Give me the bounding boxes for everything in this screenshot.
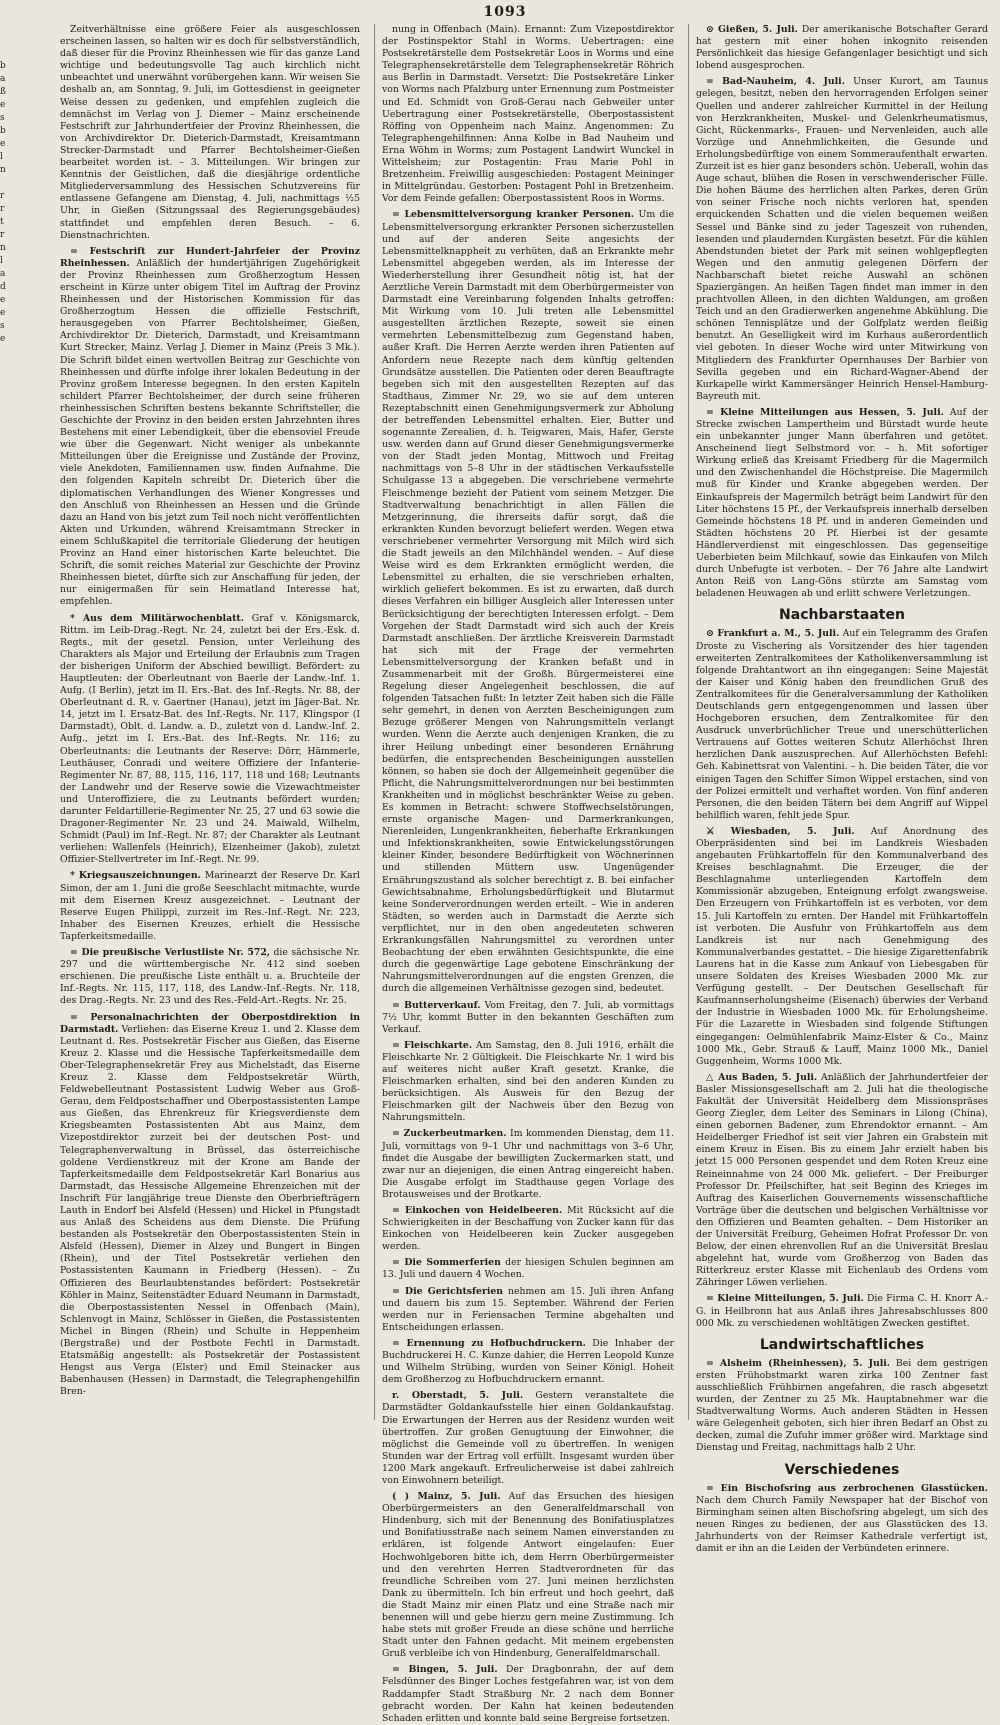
article-body: Anläßlich der hundertjährigen Zugehörigkeit der Provinz Rheinhessen zum Großherzogtum Hessen erscheint in Kürze unter obigem Titel im Auftrag der Provinz Rheinhessen und der Historischen Kommission für das Großherzogtum Hessen die offizielle Festschrift, herausgegeben von Pfarrer Bechtolsheimer, Gießen, Archivdirektor Dr. Dieterich, Darmstadt, und Kreisamtmann Kurt Strecker, Mainz. Verlag J. Diemer in Mainz (Preis 3 Mk.). Die Schrift bildet einen wertvollen Beitrag zur Geschichte von Rheinhessen und dürfte infolge ihrer lokalen Bedeutung in der Provinz großem Interesse begegnen. In den ersten Kapiteln schildert Pfarrer Bechtolsheimer, der durch seine früheren rheinhessischen Schriften bestens bekannte Schriftsteller, die Geschichte der Provinz in den beiden ersten Jahrzehnten ihres Bestehens mit einer Lebendigkeit, über die ebensoviel Freude wie über die Gegenwart. Nicht weniger als unbekannte Mitteilungen über die Ereignisse und Zustände der Provinz, viele Anekdoten, Familiennamen usw. finden Aufnahme. Die den folgenden Kapiteln schreibt Dr. Dieterich über die diplomatischen Verhandlungen des Wiener Kongresses und den Anschluß von Rheinhessen an Hessen und die Gründe dazu an Hand von bis jetzt zum Teil noch nicht veröffentlichten Akten und Urkunden, während Kreisamtmann Strecker in einem Schlußkapitel die territoriale Gliederung der heutigen Provinz an Hand einer historischen Karte beleuchtet. Die Schrift, die somit reiches Material zur Geschichte der Provinz Rheinhessen bietet, dürfte sich zur Anschaffung für jeden, der nur einigermaßen für sein Heimatland Interesse hat, empfehlen. (60, 257, 360, 608)
column-1 (60, 24, 360, 1420)
section-heading: Verschiedenes (784, 1461, 900, 1478)
article-body: Der amerikanische Botschafter Gerard hat gestern mit einer hohen inkognito reisenden Persönlichkeit das hiesige Gefangenlager besichtigt und sich lobend ausgesprochen. (696, 24, 988, 72)
newspaper-page (60, 24, 990, 1724)
article (696, 76, 988, 403)
article-headline: = Bad-Nauheim, 4. Juli. (706, 76, 845, 88)
margin-fragment: l (0, 256, 3, 266)
margin-fragment: n (0, 243, 6, 253)
article (60, 1012, 360, 1399)
margin-fragment: e (0, 295, 6, 305)
article (60, 613, 360, 867)
article-headline: ( ) Mainz, 5. Juli. (392, 1491, 501, 1503)
article (696, 826, 988, 1068)
article (696, 1293, 988, 1329)
margin-fragment: e (0, 308, 6, 318)
article-headline: = Butterverkauf. (392, 999, 481, 1011)
article-headline: ⊙ Gießen, 5. Juli. (706, 24, 798, 35)
article-headline: = Bingen, 5. Juli. (392, 1664, 498, 1676)
article-body: Im kommenden Dienstag, dem 11. Juli, vormittags von 9–1 Uhr und nachmittags von 3–6 Uhr, findet die Ausgabe der bewilligten Zuckermarken statt, und zwar nur an diejenigen, die einen Antrag eingereicht haben. Die Ausgabe erfolgt im Stadthause gegen Vorlage des Brotausweises und der Brotkarte. (382, 1128, 674, 1200)
article (382, 1128, 674, 1201)
article-headline: = Alsheim (Rheinhessen), 5. Juli. (706, 1357, 891, 1369)
article-body: Anläßlich der Jahrhundertfeier der Basler Missionsgesellschaft am 2. Juli hat die theologische Fakultät der Universität Heidelberg dem Missionspräses Georg Ziegler, dem Leiter des Seminars in Lilong (China), einen gebornen Badener, zum Ehrendoktor ernannt. – Am Heidelberger Friedhof ist seit vier Jahren ein Grabstein mit einem Kreuz in Eisen. Bis zu einem Jahr erzielt haben bis jetzt 15 000 Personen gespendet und dem Roten Kreuz eine Reineinnahme von 24 000 Mk. geliefert. – Der Freiburger Professor Dr. Pfeilschifter, hat seit Beginn des Krieges im Auftrag des Kaiserlichen Gouvernements wissenschaftliche Vorträge über die deutschen und belgischen Verhältnisse vor den Offizieren und Beamten gehalten. – Dem Historiker an der Universität Freiburg, Geheimen Hofrat Professor Dr. von Below, der einen ehrenvollen Ruf an die Universität Breslau abgelehnt hat, wurde vom Großherzog von Baden das Ritterkreuz erster Klasse mit Eichenlaub des Ordens vom Zähringer Löwen verliehen. (696, 1071, 988, 1289)
column-2 (374, 24, 675, 1724)
article (696, 1358, 988, 1455)
margin-fragment (0, 177, 18, 190)
article (60, 947, 360, 1007)
article-body: Auf das Ersuchen des hiesigen Oberbürgermeisters an den Generalfeldmarschall von Hindenburg, sich mit der Benennung des Bonifatiusplatzes und Bonifatiusstraße nach seinem Namen einverstanden zu erklären, ist folgende Antwort eingelaufen: Euer Hochwohlgeboren bitte ich, dem Herrn Oberbürgermeister und den verehrten Herren Stadtverordneten für das freundliche Schreiben vom 27. Juni meinen herzlichsten Dank zu übermitteln. Ich bin erfreut und hoch geehrt, daß die Stadt Mainz mir einen Platz und eine Straße nach mir benennen will und gebe hierzu gern meine Zustimmung. Ich habe stets mit großer Freude an diese schöne und herrliche Stadt unter den Fahnen gedacht. Mit meinem ergebensten Gruß verbleibe ich von Hindenburg, Generalfeldmarschall. (382, 1491, 674, 1660)
article (382, 1491, 674, 1660)
article-headline: = Personalnachrichten der Oberpostdirektion in Darmstadt. (60, 1011, 360, 1035)
article-body: Marinearzt der Reserve Dr. Karl Simon, der am 1. Juni die große Seeschlacht mitmachte, wurde mit dem Eisernen Kreuz ausgezeichnet. – Leutnant der Reserve Eugen Philippi, zurzeit im Res.-Inf.-Regt. Nr. 223, Inhaber des Eisernen Kreuzes, erhielt die Hessische Tapferkeitsmedaille. (60, 870, 360, 942)
article-headline: * Aus dem Militärwochenblatt. (70, 612, 244, 624)
article-body: Die Inhaber der Buchdruckerei H. C. Kunze dahier, die Herren Leopold Kunze und Wilhelm Strübing, wurden von Seiner Königl. Hoheit dem Großherzog zu Hofbuchdruckern ernannt. (382, 1337, 675, 1386)
article-body: Am Samstag, den 8. Juli 1916, erhält die Fleischkarte Nr. 2 Gültigkeit. Die Fleischkarte Nr. 1 wird bis auf weiteres nicht außer Kraft gesetzt. Kranke, die Fleischmarken erhalten, sind bei den anderen Kunden zu berücksichtigen. Als Ausweis für den Bezug der Fleischmarken gilt der Nachweis über den Bezug von Nahrungsmitteln. (382, 1039, 674, 1124)
article-headline: = Ernennung zu Hofbuchdruckern. (392, 1337, 586, 1349)
article-headline: = Einkochen von Heidelbeeren. (392, 1205, 563, 1216)
margin-fragment: s (0, 321, 5, 331)
article-headline: = Kleine Mitteilungen aus Hessen, 5. Juli. (706, 406, 944, 418)
article-headline: = Die preußische Verlustliste Nr. 572, (70, 947, 271, 959)
article-headline: = Ein Bischofsring aus zerbrochenen Glasstücken. (706, 1482, 988, 1494)
article-headline: = Fleischkarte. (392, 1039, 473, 1051)
article-body: Graf v. Königsmarck, Rittm. im Leib-Drag.-Regt. Nr. 24, zuletzt bei der Ers.-Esk. d. Regts., mit der gesetzl. Pension, unter Verleihung des Charakters als Major und Erteilung der Erlaubnis zum Tragen der bisherigen Uniform der Abschied bewilligt. Befördert: zu Hauptleuten: der Oberleutnant von Baerle der Landw.-Inf. 1. Aufg. (I Berlin), jetzt im II. Ers.-Bat. des Inf.-Regts. Nr. 88, der Oberleutnant d. R. v. Gaertner (Hanau), jetzt im Jäger-Bat. Nr. 14, jetzt im I. Ersatz-Bat. des Inf.-Regts. Nr. 117, Klingspor (I Darmstadt), Oblt. d. Landw. a. D., zuletzt von d. Landw.-Inf. 2. Aufg., jetzt im I. Ers.-Bat. des Inf.-Regts. Nr. 116; zu Oberleutnants: die Leutnants der Reserve: Dörr, Hämmerle, Leuthäuser, Conradi und weitere Offiziere der Infanterie-Regimenter Nr. 87, 88, 115, 116, 117, 118 und 168; Leutnants der Landwehr und der Reserve sowie die Vizewachtmeister und Unteroffiziere, die zu Leutnants befördert wurden; darunter Feldartillerie-Regimenter Nr. 25, 27 und 63 sowie die Dragoner-Regimenter Nr. 23 und 24. Maiwald, Wilhelm, Schmidt (Paul) im Inf.-Regt. Nr. 87; der Charakter als Leutnant verliehen: Wallenfels (Heinrich), Elzenheimer (Jakob), zuletzt Offizier-Stellvertreter im Inf.-Regt. Nr. 99. (60, 612, 360, 866)
article (382, 1257, 674, 1281)
margin-fragment: l (0, 152, 3, 162)
margin-fragment: ß (0, 87, 7, 97)
article (382, 24, 674, 205)
article-body: Gestern veranstaltete die Darmstädter Goldankaufsstelle hier einen Goldankaufstag. Die Erwartungen der Herren aus der Residenz wurden weit übertroffen. Zur großen Genugtuung der Einwohner, die möglichst die Gemeinde voll zu übertreffen. In wenigen Stunden war der Ertrag voll erfüllt. Insgesamt wurden über 1200 Mark angekauft. Erfreulicherweise ist dabei zahlreich von Einwohnern beteiligt. (382, 1390, 674, 1486)
margin-fragment: d (0, 282, 6, 292)
margin-fragment: s (0, 113, 5, 123)
margin-fragment: r (0, 191, 5, 201)
article-body: Bei dem gestrigen ersten Frühobstmarkt waren zirka 100 Zentner fast ausschließlich Frühbirnen angefahren, die rasch abgesetzt wurden, der Zentner zu 25 Mk. Hauptabnehmer war die Stadtverwaltung Worms. Auch anderen Städten in Hessen wäre Gelegenheit geboten, sich hier ihren Bedarf an Obst zu decken, zumal die Zufuhr immer größer wird. Marktage sind Dienstag und Freitag, nachmittags halb 2 Uhr. (696, 1357, 988, 1454)
article (696, 628, 988, 822)
article (60, 870, 360, 943)
margin-fragment: t (0, 217, 4, 227)
article-headline: = Lebensmittelversorgung kranker Personen. (392, 209, 635, 221)
margin-fragment: b (0, 61, 6, 71)
margin-fragment: r (0, 204, 5, 214)
article-body: Auf der Strecke zwischen Lampertheim und Bürstadt wurde heute ein unbekannter junger Mann überfahren und getötet. Anscheinend liegt Selbstmord vor. – h. Mit sofortiger Wirkung erließ das Kreisamt Friedberg für die Magermilch und den Zwischenhandel die Höchstpreise. Die Magermilch muß für Kinder und Kranke abgegeben werden. Der Einkaufspreis der Magermilch beträgt beim Landwirt für den Liter höchstens 15 Pf., der Verkaufspreis innerhalb derselben Gemeinde höchstens 18 Pf. und in anderen Gemeinden und Städten höchstens 20 Pf. Hierbei ist der gesamte Händlerverdienst mit eingeschlossen. Das gegenseitige Ueberbieten beim Milchkauf, sowie das Einkaufen von Milch durch Unbefugte ist verboten. – Der 76 Jahre alte Landwirt Anton Reiß von Lang-Göns stürzte am Samstag vom beladenen Heuwagen ab und erlitt schwere Verletzungen. (696, 406, 988, 600)
article-body: nung in Offenbach (Main). Ernannt: Zum Vizepostdirektor der Postinspektor Stahl in Worms. Uebertragen: eine Postsekretärstelle dem Postsekretär Loos in Worms und eine Telegraphensekretärstelle dem Telegraphensekretär Röhrich aus Berlin in Darmstadt. Versetzt: Die Postsekretäre Linker von Worms nach Pfalzburg unter Ernennung zum Postmeister und Ed. Schmidt von Groß-Gerau nach Gebweiler unter Uebertragung einer Postsekretärstelle, Oberpostassistent Röffing von Oppenheim nach Mainz. Angenommen: Zu Telegraphengehilfinnen: Anna Kolbe in Bad Nauheim und Erna Wöhm in Worms; zum Postagent Landwirt Wunckel in Wittelsheim; zur Postagentin: Frau Marie Pohl in Bretzenheim. Freiwillig ausgeschieden: Postagent Meininger in Mittelgründau. Gestorben: Postagent Pohl in Bretzenheim. Vor dem Feinde gefallen: Oberpostassistent Roos in Worms. (382, 24, 674, 205)
article-headline: = Kleine Mitteilungen, 5. Juli. (706, 1293, 864, 1305)
article (696, 407, 988, 601)
article (382, 1040, 674, 1125)
article-headline: = Festschrift zur Hundert-Jahrfeier der Provinz Rheinhessen. (60, 245, 360, 269)
article-body: Zeitverhältnisse eine größere Feier als ausgeschlossen erscheinen lassen, so halten wir es doch für selbstverständlich, daß dieser für die Provinz Rheinhessen wie für das ganze Land wichtige und bedeutungsvolle Tag auch kirchlich nicht unbeachtet und unerwähnt vorübergehen kann. Wir weisen Sie deshalb an, am Sonntag, 9. Juli, im Gottesdienst in geeigneter Weise dessen zu gedenken, und empfehlen zugleich die demnächst im Verlag von J. Diemer – Mainz erscheinende Festschrift zur Jahrhundertfeier der Provinz Rheinhessen, die von Archivdirektor Dr. Dieterich-Darmstadt, Kreisamtmann Strecker-Darmstadt und Pfarrer Bechtolsheimer-Gießen bearbeitet worden ist. – 3. Mitteilungen. Wir bringen zur Kenntnis der Geistlichen, daß die diesjährige ordentliche Mitgliederversammlung des Hessischen Schutzvereins für entlassene Gefangene am Dienstag, 4. Juli, nachmittags ½5 Uhr, in Gießen (Sitzungssaal des Regierungsgebäudes) stattfindet und empfehlen deren Besuch. – 6. Dienstnachrichten. (60, 24, 360, 241)
article (382, 1000, 674, 1036)
article (382, 1286, 674, 1334)
article (696, 1072, 988, 1290)
article-headline: r. Oberstadt, 5. Juli. (392, 1390, 524, 1402)
article (382, 1205, 674, 1253)
article-headline: ⚔ Wiesbaden, 5. Juli. (706, 825, 855, 837)
margin-fragment: e (0, 334, 6, 344)
article (696, 1483, 988, 1556)
article-body: Die Firma C. H. Knorr A.-G. in Heilbronn hat aus Anlaß ihres Jahresabschlusses 800 000 Mk. zu verschiedenen wohltätigen Zwecken gestiftet. (696, 1293, 988, 1329)
section-heading: Landwirtschaftliches (759, 1336, 925, 1353)
article-body: Mit Rücksicht auf die Schwierigkeiten in der Beschaffung von Zucker kann für das Einkochen von Heidelbeeren kein Zucker ausgegeben werden. (382, 1205, 674, 1253)
article (60, 24, 360, 242)
page-number: 1093 (483, 4, 527, 20)
article (696, 24, 988, 72)
article-body: Verliehen: das Eiserne Kreuz 1. und 2. Klasse dem Leutnant d. Res. Postsekretär Fischer aus Gießen, das Eiserne Kreuz 2. Klasse und die Hessische Tapferkeitsmedaille dem Ober-Telegraphensekretär Frey aus Michelstadt, das Eiserne Kreuz 2. Klasse dem Feldpostsekretär Würth, Feldwebelleutnant Postassistent Ludwig Weber aus Groß-Gerau, dem Feldpostschaffner und Oberpostassistenten Lampe aus Gießen, das Ehrenkreuz für Kriegsverdienste dem Kriegsbeamten Postassistenten Abt aus Mainz, dem Vizepostdirektor zurzeit bei der deutschen Post- und Telegraphenverwaltung in Brüssel, das österreichische goldene Verdienstkreuz mit der Krone am Bande der Tapferkeitsmedaille dem Feldpostsekretär Karl Bonarius aus Darmstadt, das Hessische Allgemeine Ehrenzeichen mit der Inschrift Für langjährige treue Dienste den Oberbriefträgern Lauth in Endorf bei Alsfeld (Hessen) und Hickel in Pfungstadt aus Anlaß des Scheidens aus dem Dienste. Die Prüfung bestanden als Postsekretär den Oberpostassistenten Stein in Alsfeld (Hessen), Diemer in Alzey und Bungert in Bingen (Rhein), und der Titel Postsekretär verliehen den Postassistenten Kaumann in Friedberg (Hessen). – Zu Offizieren des Beurlaubtenstandes befördert: Postsekretär Köhler in Mainz, Seitenstädter Eduard Neumann in Darmstadt, die Oberpostassistenten Nessel in Offenbach (Main), Schlenvogt in Mainz, Schlösser in Gießen, die Postassistenten Michel in Bingen (Rhein) und Schulte in Heppenheim (Bergstraße) und der Postbote Fechtl in Darmstadt. Etatsmäßig angestellt: als Postsekretär der Postassistent Hengst aus Verga (Elster) und Emil Steinacker aus Babenhausen (Hessen) in Darmstadt, die Telegraphengehilfin Bren- (60, 1023, 360, 1398)
article (382, 209, 674, 995)
article (382, 1390, 674, 1487)
margin-fragment: e (0, 139, 6, 149)
article (382, 1664, 674, 1724)
column-3 (688, 24, 988, 1554)
article (382, 1338, 674, 1386)
margin-fragment: n (0, 165, 6, 175)
margin-fragment: a (0, 269, 6, 279)
article-body: nehmen am 15. Juli ihren Anfang und dauern bis zum 15. September. Während der Ferien werden nur in Feriensachen Termine abgehalten und Entscheidungen erlassen. (382, 1285, 674, 1333)
article-body: Nach dem Church Family Newspaper hat der Bischof von Birmingham seinen alten Bischofsring abgelegt, um sich des neuen Ringes zu bedienen, der aus Glasstücken des 13. Jahrhunderts von der Reimser Kathedrale verfertigt ist, damit er ihn an die Leiden der Verbündeten erinnere. (696, 1494, 988, 1554)
article-headline: * Kriegsauszeichnungen. (70, 870, 201, 882)
article-body: Unser Kurort, am Taunus gelegen, besitzt, neben den hervorragenden Erfolgen seiner Quellen und anderer zahlreicher Kurmittel in der Heilung von Herzkrankheiten, Muskel- und Gelenkrheumatismus, Gicht, Rückenmarks-, Frauen- und Nervenleiden, auch alle Vorzüge und Annehmlichkeiten, die Gesunde und Erholungsbedürftige von einem Sommeraufenthalt erwarten. Zurzeit ist es hier ganz besonders schön. Ueberall, wohin das Auge schaut, blühen die Rosen in verschwenderischer Fülle. Die hohen Bäume des herrlichen alten Parkes, deren Grün von seiner Frische noch nichts verloren hat, spenden erquickenden Schatten und die vielen bequemen weißen Sessel und Bänke sind zu jeder Tageszeit von ruhenden, lesenden und plaudernden Kurgästen besetzt. Für die kühlen Abendstunden bietet der Park mit seinen wohlgepflegten Wegen und den anmutig gelegenen Dörfern der Nachbarschaft bietet reiche Auswahl an schönen Spaziergängen. An heißen Tagen findet man immer in den prachtvollen Alleen, in den dichten Waldungen, am großen Teich und an den Gradierwerken angenehme Abkühlung. Die schönen Tennisplätze und der Golfplatz werden fleißig benutzt. An Geselligkeit wird im Kurhaus außerordentlich viel geboten. In dieser Woche wird unter Mitwirkung von Mitgliedern des Frankfurter Opernhauses Der Barbier von Sevilla gegeben und ein Richard-Wagner-Abend der Kurkapelle wirkt Kammersänger Heinrich Hensel-Hamburg-Bayreuth mit. (696, 76, 988, 402)
article-headline: = Die Sommerferien (392, 1257, 501, 1269)
article-headline: = Zuckerbeutmarken. (392, 1128, 507, 1140)
margin-fragment: e (0, 100, 6, 110)
article-body: Auf Anordnung des Oberpräsidenten sind bei im Landkreis Wiesbaden angebauten Frühkartoffeln für den Kommunalverband des Kreises beschlagnahmt. Die Erzeuger, die der Beschlagnahme unterliegenden Kartoffeln dem Kommissionär abzugeben, Enteignung erfolgt zwangsweise. Den Erzeugern von Frühkartoffeln ist es verboten, vor dem 15. Juli Kartoffeln zu ernten. Der Handel mit Frühkartoffeln ist verboten. Die Ausfuhr von Frühkartoffeln aus dem Landkreis ist nur nach Genehmigung des Kommunalverbandes gestattet. – Die hiesige Zigarettenfabrik Laurens hat in die Kasse zum Ankauf von Liebesgaben für unsere Soldaten des Kreises Wiesbaden 2000 Mk. zur Verfügung gestellt. – Der Deutschen Gesellschaft für Kaufmannserholungsheime (Eisenach) überwies der Verband der Industrie in Wiesbaden 1000 Mk. für Erholungsheime. Für die Lazarette in Wiesbaden sind folgende Stiftungen eingegangen: Oelmühlenfabrik Mainz-Elster & Co., Mainz 1000 Mk., Gebr. Strauß & Lauff, Mainz 1000 Mk., Daniel Guggenheim, Worms 1000 Mk. (696, 825, 988, 1067)
article-body: Vom Freitag, den 7. Juli, ab vormittags 7½ Uhr, kommt Butter in den bekannten Geschäften zum Verkauf. (382, 999, 674, 1035)
article-headline: = Die Gerichtsferien (392, 1285, 504, 1297)
margin-fragment: r (0, 230, 5, 240)
article (60, 246, 360, 609)
article-body: Auf ein Telegramm des Grafen Droste zu Vischering als Vorsitzender des hier tagenden erweiterten Zentralkomitees der Katholikenversammlung ist folgende Drahtantwort an ihn eingegangen: Seine Majestät der Kaiser und König haben den freundlichen Gruß des Zentralkomitees für die Generalversammlung der Katholiken Deutschlands gern entgegengenommen und lassen über Hochgeboren ersuchen, dem Zentralkomitee für den Ausdruck unverbrüchlicher Treue und unerschütterlichen Vertrauens auf Gottes weiteren Schutz Allerhöchst Ihren herzlichen Dank auszusprechen. Auf Allerhöchsten Befehl: Geh. Kabinettsrat von Valentini. – h. Die beiden Täter, die vor einigen Tagen den Schiffer Simon Wippel erstachen, sind von der Polizei ermittelt und verhaftet worden. Von fünf anderen Personen, die den beiden Tätern bei dem Angriff auf Wippel behilflich waren, fehlt jede Spur. (696, 628, 988, 821)
article-body: die sächsische Nr. 297 und die württembergische Nr. 412 sind soeben erschienen. Die preußische Liste enthält u. a. Bruchteile der Inf.-Regts. Nr. 115, 117, 118, des Landw.-Inf.-Regts. Nr. 118, des Drag.-Regts. Nr. 23 und des Res.-Feld-Art.-Regts. Nr. 25. (60, 947, 360, 1007)
article-headline: ⊙ Frankfurt a. M., 5. Juli. (706, 628, 840, 640)
margin-fragment: a (0, 74, 6, 84)
article-headline: △ Aus Baden, 5. Juli. (706, 1071, 818, 1083)
article-body: Der Dragbonrahn, der auf dem Felsdünner des Binger Loches festgefahren war, ist von dem Raddampfer Stadt Straßburg Nr. 2 nach dem Bonner gebracht worden. Der Kahn hat keinen bedeutenden Schaden erlitten und konnte bald seine Bergreise fortsetzen. (382, 1664, 674, 1724)
article-body: der hiesigen Schulen beginnen am 13. Juli und dauern 4 Wochen. (382, 1257, 674, 1281)
section-heading: Nachbarstaaten (779, 607, 905, 624)
margin-fragment: b (0, 126, 6, 136)
left-margin-fragments (0, 60, 18, 1330)
article-body: Um die Lebensmittelversorgung erkrankter Personen sicherzustellen und auf der anderen Seite angesichts der Lebensmittelknappheit zu verhüten, daß an Erkrankte mehr Lebensmittel abgegeben werden, als im Interesse der Wiederherstellung ihrer Gesundheit nötig ist, hat der Aerztliche Verein Darmstadt mit dem Oberbürgermeister von Darmstadt eine Vereinbarung folgenden Inhalts getroffen: Mit Wirkung vom 10. Juli treten alle Lebensmittel ausgestellten ärztlichen Rezepte, soweit sie einen vermehrten Lebensmittelbezug zum Gegenstand haben, außer Kraft. Die Herren Aerzte werden ihren Patienten auf Anfordern neue Rezepte nach dem künftig geltenden Grundsätze ausstellen. Die Patienten oder deren Beauftragte begeben sich mit den ausgestellten Rezepten auf das Stadthaus, Zimmer Nr. 29, wo sie auf dem unteren Rezeptabschnitt einen Genehmigungsvermerk zur Abholung der betreffenden Lebensmittel erhalten. Eier, Butter und sogenannte Zerealien, d. h. Teigwaren, Mais, Hafer, Gerste usw. werden dann auf Grund dieser Genehmigungsvermerke von der Stadt jeden Montag, Mittwoch und Freitag nachmittags von 5–8 Uhr in der städtischen Verkaufsstelle Schulgasse 13 a abgegeben. Die verschriebene vermehrte Fleischmenge bezieht der Patient vom seinem Metzger. Die Stadtverwaltung benachrichtigt in allen Fällen die Metzgerinnung, die ihrerseits dafür sorgt, daß die erkrankten Kunden bevorzugt beliefert werden. Wegen etwa verschriebener vermehrter Versorgung mit Milch wird sich die Stadt jeweils an den Milchhändel wenden. – Auf diese Weise wird es dem Erkrankten ermöglicht werden, die Lebensmittel zu erhalten, die sie verschrieben erhalten, wirklich geliefert bekommen. Es ist zu erwarten, daß durch dieses Verfahren ein billiger Ausgleich aller Interessen unter Berücksichtigung der berechtigten Interessen erfolgt. – Dem Vorgehen der Stadt Darmstadt wird sich auch der Kreis Darmstadt anschließen. Der ärztliche Kreisverein Darmstadt hat sich mit der Frage der vermehrten Lebensmittelversorgung der Kranken befaßt und in Zusammenarbeit mit der Großh. Bürgermeisterei eine Regelung dieser Angelegenheit beschlossen, die auf folgenden Tatsachen fußt: In letzter Zeit haben sich die Fälle sehr gemehrt, in denen von Aerzten Bescheinigungen zum Bezuge größerer Mengen von Nahrungsmitteln verlangt wurden. Wenn die Aerzte auch denjenigen Kranken, die zu ihrer Heilung unbedingt einer besonderen Ernährung bedürfen, die entsprechenden Bescheinigungen ausstellen können, so haben sie doch der Allgemeinheit gegenüber die Pflicht, die Nahrungsmittelverordnungen nur bei bestimmten Krankheiten und in möglichst beschränkter Weise zu geben. Es kommen in Betracht: schwere Stoffwechselstörungen, ernste organische Magen- und Darmerkrankungen, Nierenleiden, Lungenkrankheiten, fieberhafte Erkrankungen und Infektionskrankheiten, sowie Entwickelungsstörungen kleiner Kinder, besondere Bedürftigkeit von Wöchnerinnen und stillenden Müttern usw. Ungenügender Ernährungszustand als solcher berechtigt z. B. bei einfacher Gewichtsabnahme, Erholungsbedürftigkeit und Blutarmut keine Sonderverordnungen werden erteilt. – Wie in anderen Städten, so werden auch in Darmstadt die Aerzte sich verpflichtet, nur in den oben angedeuteten schweren Erkrankungsfällen Nahrungsmittel zu verordnen unter Beobachtung der eben erwähnten Gesichtspunkte, die eine durch die gegenwärtige Lage gebotene Einschränkung der Nahrungsmittelverordnungen auf die engsten Grenzen, die durch die allgemeinen Verhältnisse gezogen sind, bedeutet. (382, 209, 674, 995)
